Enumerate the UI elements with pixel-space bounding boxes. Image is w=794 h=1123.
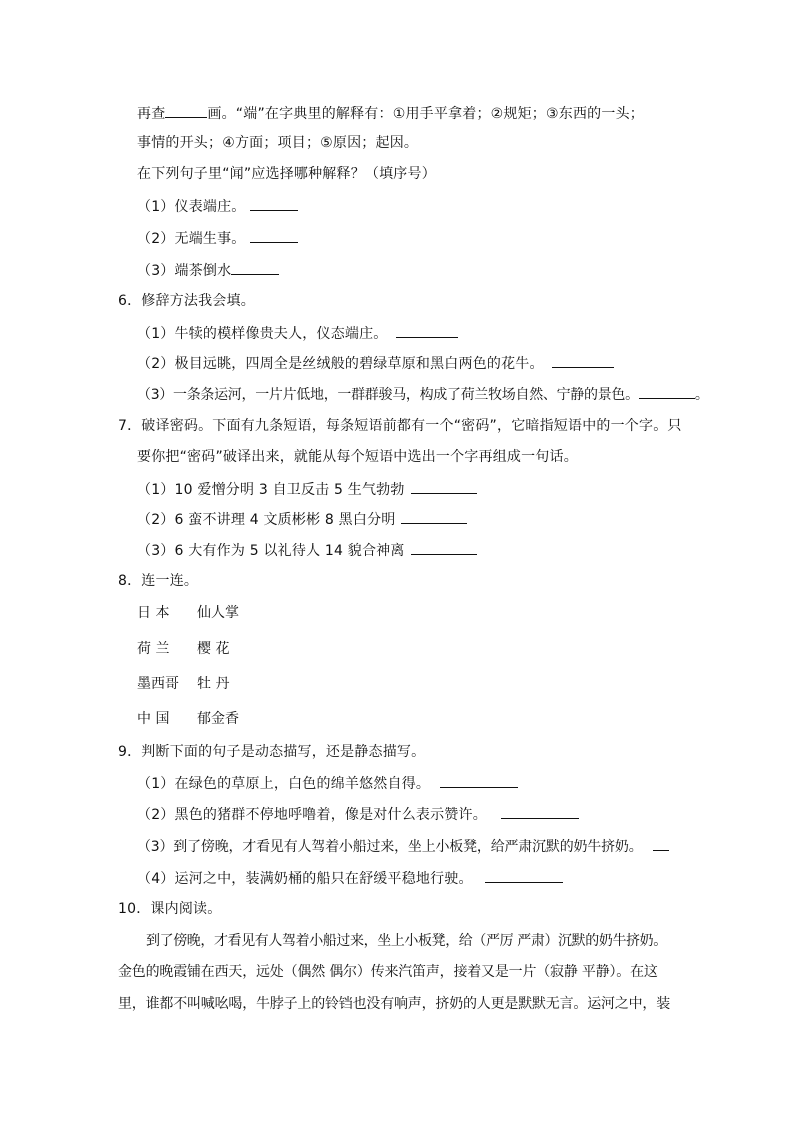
answer-blank[interactable] xyxy=(440,773,518,788)
match-left-4[interactable]: 中 国 xyxy=(137,711,170,727)
match-right-2[interactable]: 樱 花 xyxy=(197,641,230,657)
sub-question-text: （2）无端生事。 xyxy=(137,231,246,247)
sub-question-text: （1）牛犊的模样像贵夫人，仪态端庄。 xyxy=(137,326,388,342)
sub-question-text: （1）在绿色的草原上，白色的绵羊悠然自得。 xyxy=(137,776,431,792)
sub-question-text: （2）极目远眺，四周全是丝绒般的碧绿草原和黑白两色的花牛。 xyxy=(137,356,544,372)
answer-blank[interactable] xyxy=(396,323,458,338)
question-9-title: 9．判断下面的句子是动态描写，还是静态描写。 xyxy=(118,744,426,760)
text-line: 事情的开头；④方面；项目；⑤原因；起因。 xyxy=(137,135,419,151)
answer-blank[interactable] xyxy=(250,196,298,211)
match-left-3[interactable]: 墨西哥 xyxy=(137,676,179,692)
match-right-4[interactable]: 郁金香 xyxy=(197,711,239,727)
reading-passage-line: 金色的晚霞铺在西天，远处（偶然 偶尔）传来汽笛声，接着又是一片（寂静 平静）。在这 xyxy=(118,964,658,980)
sub-question xyxy=(137,836,669,857)
match-left-2[interactable]: 荷 兰 xyxy=(137,641,170,657)
answer-blank[interactable] xyxy=(639,384,695,399)
sub-question-text: （2）6 蛮不讲理 4 文质彬彬 8 黑白分明 xyxy=(137,512,396,528)
answer-blank[interactable] xyxy=(231,260,279,275)
answer-blank[interactable] xyxy=(411,479,477,494)
answer-blank[interactable] xyxy=(552,353,614,368)
period: 。 xyxy=(694,387,709,403)
answer-blank[interactable] xyxy=(485,868,563,883)
sub-question xyxy=(137,228,298,249)
answer-blank[interactable] xyxy=(411,540,477,555)
sub-question xyxy=(137,384,709,405)
sub-question-text: （1）仪表端庄。 xyxy=(137,199,246,215)
question-10-title: 10．课内阅读。 xyxy=(118,901,222,917)
answer-blank[interactable] xyxy=(165,103,207,118)
match-left-1[interactable]: 日 本 xyxy=(137,605,170,621)
sub-question-text: （3）到了傍晚，才看见有人驾着小船过来，坐上小板凳，给严肃沉默的奶牛挤奶。 xyxy=(137,839,643,855)
text-fragment: 再查 xyxy=(137,106,166,122)
sub-question-text: （1）10 爱憎分明 3 自卫反击 5 生气勃勃 xyxy=(137,482,405,498)
reading-passage-line: 到了傍晚，才看见有人驾着小船过来，坐上小板凳，给（严厉 严肃）沉默的奶牛挤奶。 xyxy=(146,933,667,949)
sub-question xyxy=(137,773,518,794)
sub-question-text: （3）一条条运河，一片片低地，一群群骏马，构成了荷兰牧场自然、宁静的景色。 xyxy=(137,387,639,403)
sub-question xyxy=(137,540,477,561)
sub-question-text: （3）6 大有作为 5 以礼待人 14 貌合神离 xyxy=(137,543,405,559)
answer-blank[interactable] xyxy=(250,228,298,243)
sub-question xyxy=(137,323,458,344)
sub-question xyxy=(137,353,614,374)
question-7-title: 7．破译密码。下面有九条短语，每条短语前都有一个“密码”，它暗指短语中的一个字。只 xyxy=(118,418,682,434)
reading-passage-line: 里，谁都不叫喊吆喝，牛脖子上的铃铛也没有响声，挤奶的人更是默默无言。运河之中，装 xyxy=(118,996,670,1012)
answer-blank[interactable] xyxy=(653,836,669,851)
match-right-1[interactable]: 仙人掌 xyxy=(197,605,239,621)
sub-question xyxy=(137,804,579,825)
sub-question-text: （4）运河之中，装满奶桶的船只在舒缓平稳地行驶。 xyxy=(137,871,473,887)
match-right-3[interactable]: 牡 丹 xyxy=(197,676,230,692)
answer-blank[interactable] xyxy=(401,509,467,524)
question-8-title: 8．连一连。 xyxy=(118,573,199,589)
text-line: 在下列句子里“闻”应选择哪种解释？（填序号） xyxy=(137,166,436,182)
text-line: 要你把“密码”破译出来，就能从每个短语中选出一个字再组成一句话。 xyxy=(137,449,578,465)
sub-question xyxy=(137,868,563,889)
answer-blank[interactable] xyxy=(501,804,579,819)
sub-question-text: （2）黑色的猪群不停地呼噜着，像是对什么表示赞许。 xyxy=(137,807,487,823)
sub-question xyxy=(137,509,467,530)
text-line xyxy=(137,103,644,124)
question-6-title: 6．修辞方法我会填。 xyxy=(118,293,255,309)
sub-question-text: （3）端茶倒水 xyxy=(137,263,232,279)
sub-question xyxy=(137,479,477,500)
text-fragment: 画。“端”在字典里的解释有：①用手平拿着；②规矩；③东西的一头； xyxy=(207,106,644,122)
sub-question xyxy=(137,196,298,217)
sub-question xyxy=(137,260,279,281)
